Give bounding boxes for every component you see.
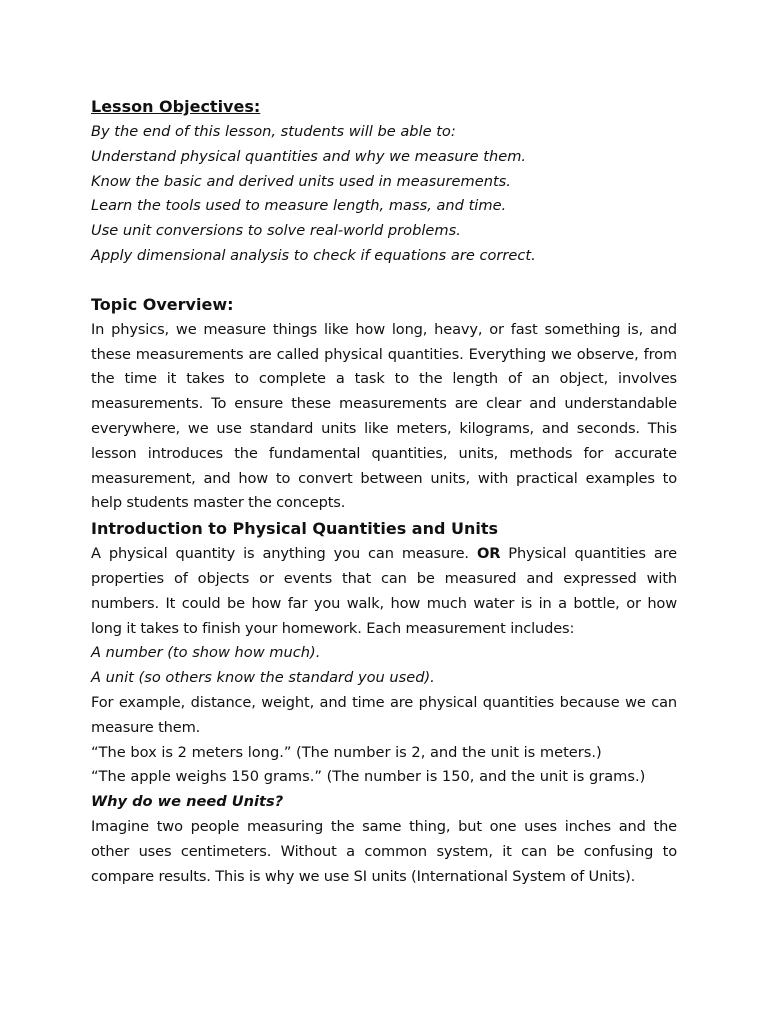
why-units-paragraph: Imagine two people measuring the same thing, but one uses inches and the other uses centimeters. Without a common system, it can be confusing to compare results. This is why we use SI units (International System of Units). [91, 817, 677, 885]
why-units-heading: Why do we need Units? [91, 793, 284, 811]
introduction-paragraph [91, 542, 677, 641]
example-quote: “The box is 2 meters long.” (The number is 2, and the unit is meters.) [91, 743, 602, 761]
lesson-objectives-list [91, 120, 677, 269]
introduction-heading: Introduction to Physical Quantities and Units [91, 519, 499, 539]
topic-overview-heading: Topic Overview: [91, 294, 234, 314]
intro-or-word: OR [476, 545, 501, 563]
topic-overview-paragraph: In physics, we measure things like how long, heavy, or fast something is, and these measurements are called physical quantities. Everything we observe, from the time it takes to complete a task to the length of an object, involves measurements. To ensure these measurements are clear and understandable everywhere, we use standard units like meters, kilograms, and seconds. This lesson introduces the fundamental quantities, units, methods for accurate measurement, and how to convert between units, with practical examples to help students master the concepts. [91, 320, 677, 512]
objective-item: Apply dimensional analysis to check if equations are correct. [91, 246, 536, 264]
lesson-objectives-heading: Lesson Objectives: [91, 97, 261, 116]
objective-item: Know the basic and derived units used in measurements. [91, 172, 511, 190]
example-quote: “The apple weighs 150 grams.” (The number is 150, and the unit is grams.) [91, 768, 646, 786]
objective-item: Understand physical quantities and why we measure them. [91, 147, 527, 165]
measurement-list-item: A unit (so others know the standard you used). [91, 669, 435, 687]
measurement-list-item: A number (to show how much). [91, 644, 321, 662]
objective-item: By the end of this lesson, students will be able to: [91, 123, 456, 140]
example-paragraph: For example, distance, weight, and time are physical quantities because we can measure them. [91, 693, 677, 736]
objective-item: Learn the tools used to measure length, mass, and time. [91, 197, 507, 215]
objective-item: Use unit conversions to solve real-world problems. [91, 222, 461, 240]
section-spacer [91, 269, 677, 292]
document-page [91, 94, 677, 889]
intro-definition-text: A physical quantity is anything you can measure. [91, 545, 469, 563]
intro-definition-rest: Physical quantities are properties of objects or events that can be measured and expressed with numbers. It could be how far you walk, how much water is in a bottle, or how long it takes to finish your homework. Each measurement includes: [91, 545, 677, 637]
